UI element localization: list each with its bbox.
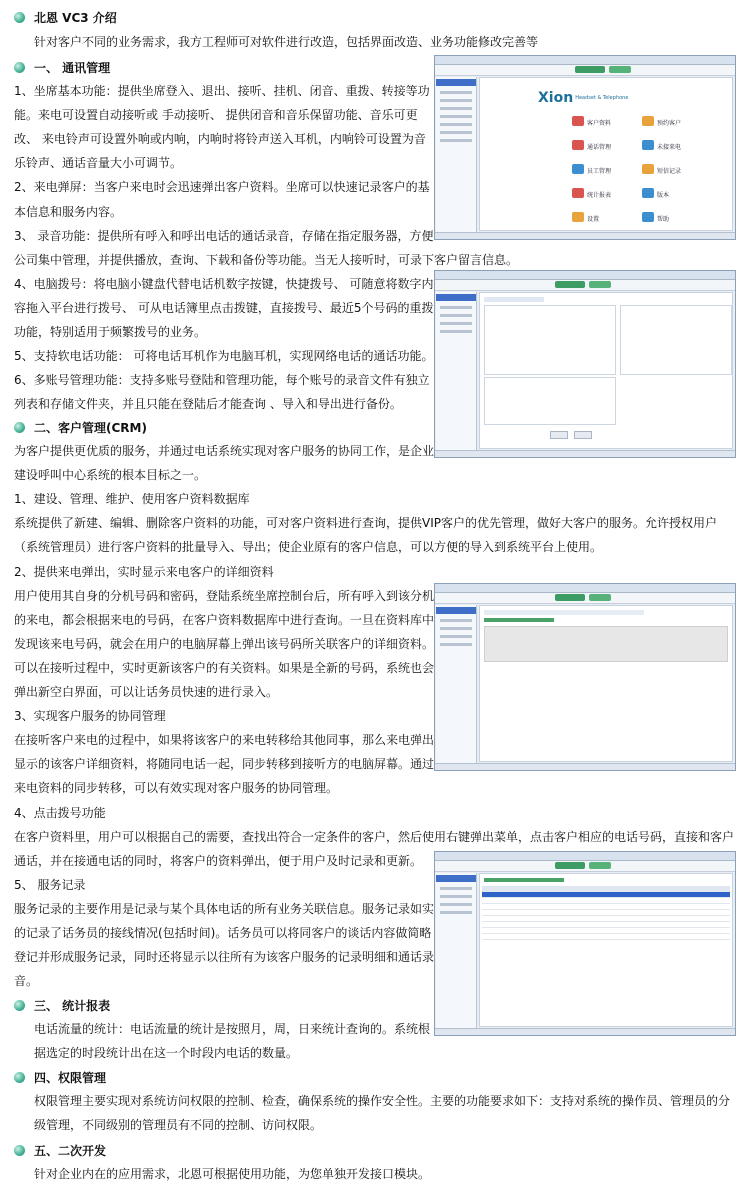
menu-tile-label: 版本 xyxy=(657,192,670,199)
bullet-icon xyxy=(14,1145,25,1156)
paragraph-line: 据选定的时段统计出在这一个时段内电话的数量。 xyxy=(34,1046,299,1061)
menu-tile-icon[interactable] xyxy=(572,116,584,126)
paragraph-line: 电话流量的统计：电话流量的统计是按照月，周，日来统计查询的。系统根 xyxy=(34,1022,431,1036)
paragraph-line: 2、提供来电弹出，实时显示来电客户的详细资料 xyxy=(14,564,274,579)
paragraph-line: 级管理，不同级别的管理员有不同的控制、访问权限。 xyxy=(34,1118,323,1133)
bullet-icon xyxy=(14,12,25,23)
menu-tile-icon[interactable] xyxy=(642,164,654,174)
paragraph-line: 通话，并在接通电话的同时，将客户的资料弹出，便于用户及时记录和更新。 xyxy=(14,853,423,868)
paragraph-line: 可以在接听过程中，实时更新该客户的有关资料。如果是全新的号码，系统也会 xyxy=(14,660,435,675)
screenshot-service-records xyxy=(434,851,736,1036)
paragraph-line: 容拖入平台进行拨号、 可从电话簿里点击拨键，直接拨号、最近5个号码的重拨 xyxy=(14,300,434,315)
section-title-perm: 四、权限管理 xyxy=(34,1071,107,1085)
section-title-stats: 三、 统计报表 xyxy=(34,999,111,1013)
paragraph-line: 功能，特别适用于频繁拨号的业务。 xyxy=(14,325,207,339)
paragraph-line: 6、多账号管理功能：支持多账号登陆和管理功能，每个账号的录音文件有独立 xyxy=(14,373,430,388)
bullet-icon xyxy=(14,422,25,433)
paragraph-line: 3、实现客户服务的协同管理 xyxy=(14,709,166,724)
intro-text: 针对客户不同的业务需求，我方工程师可对软件进行改造，包括界面改造、业务功能修改完善等 xyxy=(34,35,539,49)
paragraph-line: 在接听客户来电的过程中，如果将该客户的来电转移给其他同事，那么来电弹出 xyxy=(14,733,435,748)
paragraph-line: 2、来电弹屏：当客户来电时会迅速弹出客户资料。坐席可以快速记录客户的基 xyxy=(14,180,430,195)
bullet-icon xyxy=(14,1000,25,1011)
paragraph-line: 能。来电可设置自动接听或 手动接听、 提供闭音和音乐保留功能、音乐可更 xyxy=(14,108,418,123)
paragraph-line: 改、 来电铃声可设置外响或内响，内响时将铃声送入耳机，内响铃可设置为音 xyxy=(14,132,426,147)
menu-tile-icon[interactable] xyxy=(572,140,584,150)
screenshot-incoming-list xyxy=(434,583,736,771)
paragraph-line: （系统管理员）进行客户资料的批量导入、导出；使企业原有的客户信息，可以方便的导入到系统平台上使用。 xyxy=(14,540,603,555)
screenshot-customer-form xyxy=(434,270,736,458)
paragraph-line: 4、电脑拨号：将电脑小键盘代替电话机数字按键，快捷拨号、 可随意将数字内 xyxy=(14,276,434,291)
paragraph-line: 5、支持软电话功能： 可将电话耳机作为电脑耳机，实现网络电话的通话功能。 xyxy=(14,349,434,364)
screenshot-home xyxy=(434,55,736,240)
paragraph-line: 服务记录的主要作用是记录与某个具体电话的所有业务关联信息。服务记录如实 xyxy=(14,901,435,916)
paragraph-line: 音。 xyxy=(14,974,39,989)
paragraph-line: 在客户资料里，用户可以根据自己的需要，查找出符合一定条件的客户，然后使用右键弹出菜单，点击客户相应的电话号码，直接和客户 xyxy=(14,829,735,844)
paragraph-line: 弹出新空白界面，可以让话务员快速的进行录入。 xyxy=(14,685,279,699)
paragraph-line: 系统提供了新建、编辑、删除客户资料的功能，可对客户资料进行查询，提供VIP客户的优先管理，做好大客户的服务。允许授权用户 xyxy=(14,516,717,531)
menu-tile-icon[interactable] xyxy=(642,188,654,198)
paragraph-line: 5、 服务记录 xyxy=(14,877,86,892)
menu-tile-icon[interactable] xyxy=(572,188,584,198)
section-title-comm: 一、 通讯管理 xyxy=(34,61,111,75)
section-title-dev: 五、二次开发 xyxy=(34,1144,107,1158)
paragraph-line: 显示的该客户详细资料，将随同电话一起，同步转移到接听方的电脑屏幕。通过 xyxy=(14,757,435,772)
xion-logo: Xion Headset & Telephone xyxy=(538,90,629,106)
paragraph-line: 权限管理主要实现对系统访问权限的控制、检查，确保系统的操作安全性。主要的功能要求如下：支持对系统的操作员、管理员的分 xyxy=(34,1094,731,1108)
bullet-icon xyxy=(14,1072,25,1083)
paragraph-line: 4、点击拨号功能 xyxy=(14,805,106,820)
menu-tile-icon[interactable] xyxy=(572,164,584,174)
paragraph-line: 3、 录音功能：提供所有呼入和呼出电话的通话录音，存储在指定服务器，方便 xyxy=(14,228,434,243)
menu-tile-icon[interactable] xyxy=(642,116,654,126)
intro-title: 北恩 VC3 介绍 xyxy=(34,11,117,25)
menu-tile-label: 帮助 xyxy=(657,216,670,223)
bullet-icon xyxy=(14,62,25,73)
menu-tile-icon[interactable] xyxy=(572,212,584,222)
paragraph-line: 的来电，都会根据来电的号码，在客户资料数据库中进行查询。一旦在资料库中 xyxy=(14,612,435,627)
menu-tile-icon[interactable] xyxy=(642,212,654,222)
paragraph-line: 为客户提供更优质的服务，并通过电话系统实现对客户服务的协同工作，是企业 xyxy=(14,444,435,458)
menu-tile-label: 客户资料 xyxy=(587,120,612,127)
paragraph-line: 来电资料的同步转移，可以有效实现对客户服务的协同管理。 xyxy=(14,781,339,796)
paragraph-line: 乐铃声、通话音量大小可调节。 xyxy=(14,156,183,171)
menu-tile-label: 预约客户 xyxy=(657,120,682,127)
menu-tile-label: 未接来电 xyxy=(657,144,682,151)
paragraph-line: 公司集中管理，并提供播放，查询、下载和备份等功能。当无人接听时，可录下客户留言信息。 xyxy=(14,252,519,267)
paragraph-line: 登记并形成服务记录，同时还将显示以往所有为该客户服务的记录明细和通话录 xyxy=(14,950,435,965)
menu-tile-label: 通话管理 xyxy=(587,144,612,151)
paragraph-line: 1、建设、管理、维护、使用客户资料数据库 xyxy=(14,492,250,507)
menu-tile-label: 员工管理 xyxy=(587,168,612,175)
menu-tile-label: 设置 xyxy=(587,216,600,223)
menu-tile-label: 短信记录 xyxy=(657,168,682,175)
paragraph-line: 的记录了话务员的接线情况(包括时间)。话务员可以将同客户的谈话内容做简略 xyxy=(14,926,432,940)
menu-tile-icon[interactable] xyxy=(642,140,654,150)
section-title-crm: 二、客户管理(CRM) xyxy=(34,421,147,435)
dev-text: 针对企业内在的应用需求，北恩可根据使用功能，为您单独开发接口模块。 xyxy=(34,1167,431,1181)
paragraph-line: 列表和存储文件夹，并且只能在登陆后才能查询 、导入和导出进行备份。 xyxy=(14,397,402,412)
paragraph-line: 建设呼叫中心系统的根本目标之一。 xyxy=(14,468,207,483)
menu-tile-label: 统计报表 xyxy=(587,192,612,199)
paragraph-line: 1、坐席基本功能：提供坐席登入、退出、接听、挂机、闭音、重拨、转接等功 xyxy=(14,84,430,98)
paragraph-line: 用户使用其自身的分机号码和密码，登陆系统坐席控制台后，所有呼入到该分机 xyxy=(14,588,435,603)
paragraph-line: 本信息和服务内容。 xyxy=(14,204,123,219)
paragraph-line: 发现该来电号码，就会在用户的电脑屏幕上弹出该号码所关联客户的详细资料。 xyxy=(14,636,435,651)
